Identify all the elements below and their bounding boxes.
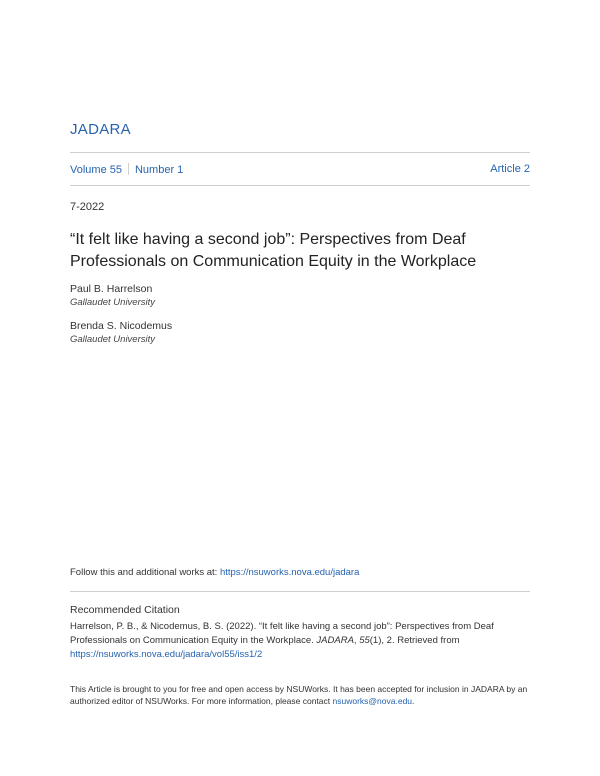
divider-bottom (70, 185, 530, 186)
notice-end: . (412, 696, 415, 706)
breadcrumb-separator (128, 163, 129, 175)
citation-text (70, 620, 530, 662)
citation-link[interactable]: https://nsuworks.nova.edu/jadara/vol55/iss1/2 (70, 649, 263, 660)
author-affiliation: Gallaudet University (70, 297, 156, 308)
article-title (70, 229, 510, 273)
notice-text: This Article is brought to you for free and open access by NSUWorks. It has been accepted for inclusion in JADARA by an authorized editor of NSUWorks. For more information, please contact (70, 684, 528, 706)
citation-journal: JADARA (316, 635, 354, 646)
citation-part-1: Harrelson, P. B., & Nicodemus, B. S. (2022). “It felt like having a second job”: Perspectives from Deaf Professionals on Communication Equity in the Workplace. (70, 621, 494, 646)
article-title-line-1: “It felt like having a second job”: Perspectives from Deaf (70, 231, 466, 248)
follow-line (70, 567, 359, 578)
divider-citation (70, 591, 530, 592)
number-link[interactable]: Number 1 (134, 164, 184, 176)
follow-text: Follow this and additional works at: (70, 567, 220, 578)
access-notice (70, 683, 530, 707)
citation-volume: 55 (359, 635, 370, 646)
journal-title[interactable]: JADARA (70, 121, 131, 138)
citation-part-3: (1), 2. Retrieved from (369, 635, 460, 646)
article-title-line-2: Professionals on Communication Equity in the Workplace (70, 253, 477, 270)
citation-heading: Recommended Citation (70, 604, 180, 616)
volume-link[interactable]: Volume 55 (70, 164, 122, 176)
citation-part-2: , (353, 635, 360, 646)
author-name: Brenda S. Nicodemus (70, 320, 173, 332)
publication-date: 7-2022 (70, 201, 105, 213)
article-link[interactable]: Article 2 (490, 163, 530, 175)
author-name: Paul B. Harrelson (70, 283, 153, 295)
issue-breadcrumb (70, 163, 530, 176)
divider-top (70, 152, 530, 153)
author-affiliation: Gallaudet University (70, 334, 156, 345)
collection-link[interactable]: https://nsuworks.nova.edu/jadara (219, 567, 360, 578)
contact-email-link[interactable]: nsuworks@nova.edu (332, 696, 413, 706)
